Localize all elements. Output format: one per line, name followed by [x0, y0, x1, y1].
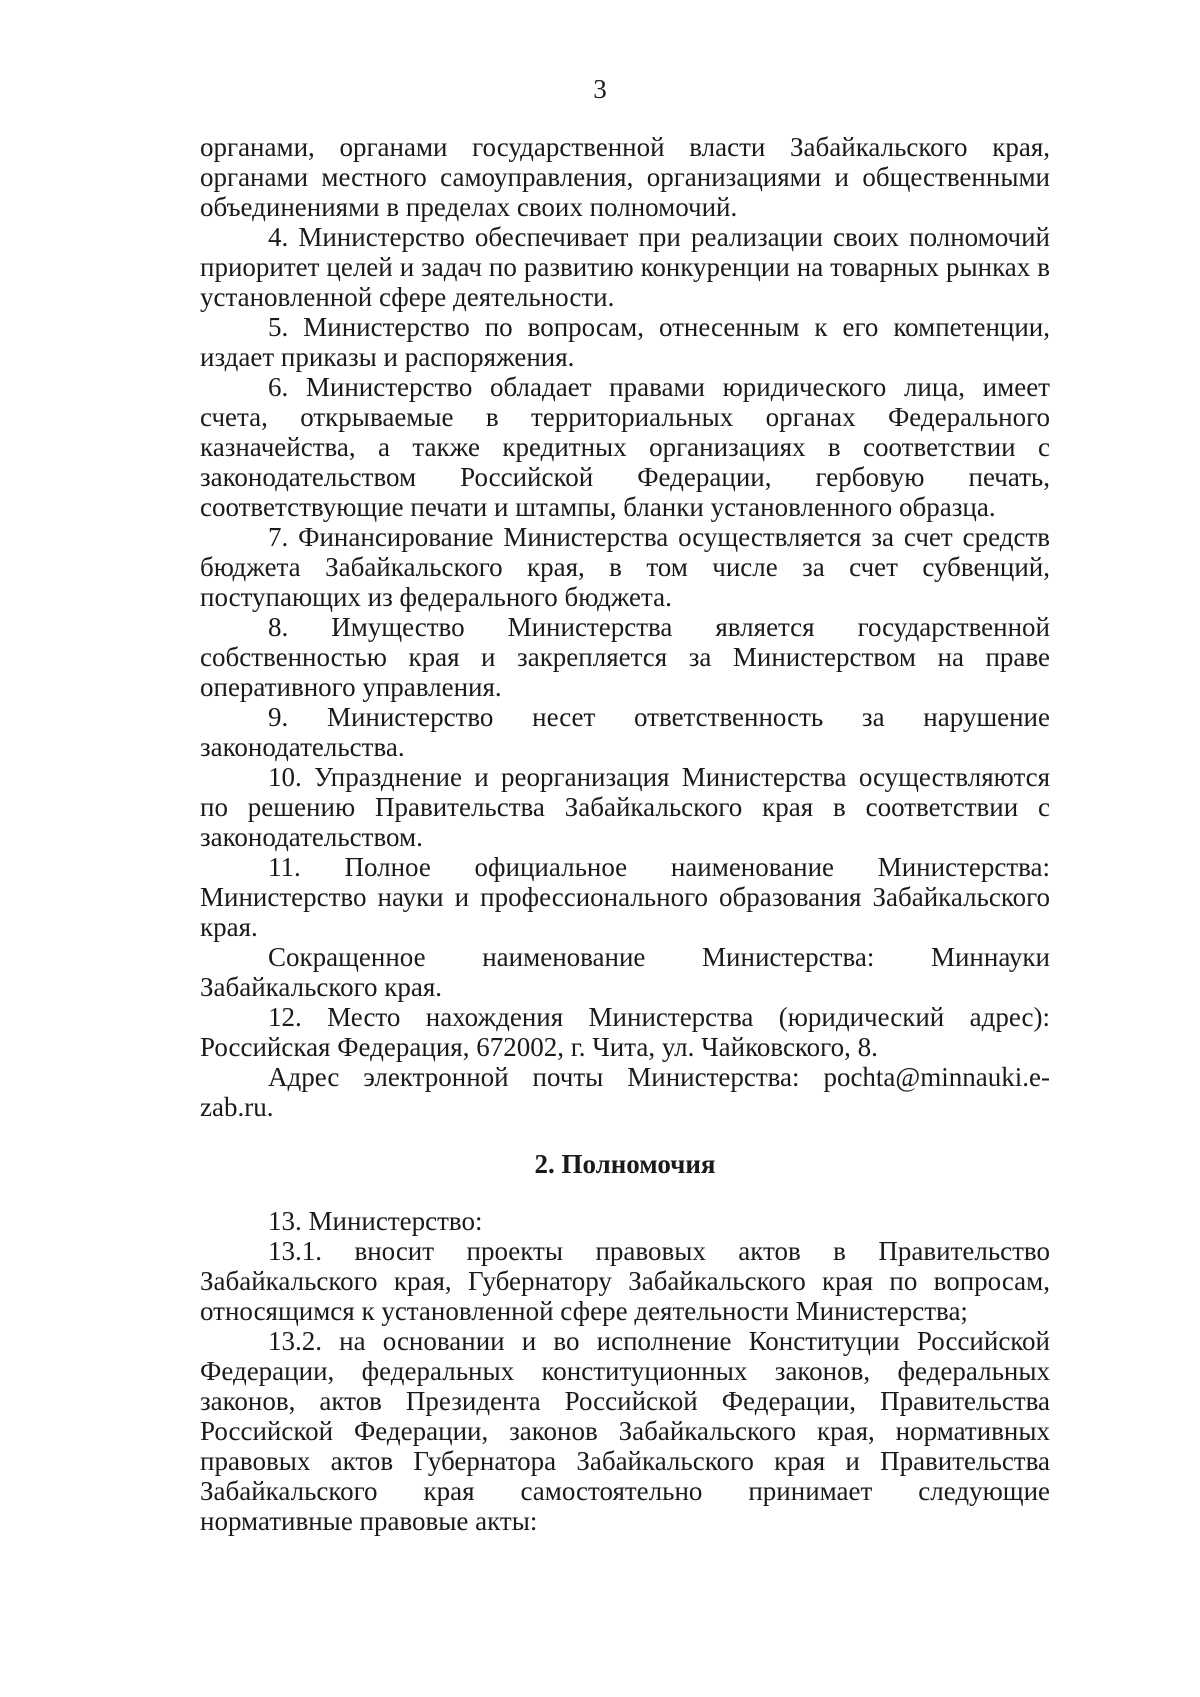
section-title: 2. Полномочия: [534, 1149, 716, 1179]
paragraph-9: 9. Министерство несет ответственность за нарушение законодательства.: [200, 702, 1050, 762]
paragraph-13: 13. Министерство:: [268, 1206, 483, 1236]
paragraph-6: 6. Министерство обладает правами юридического лица, имеет счета, открываемые в территориальных органах Федерального казначейства, а также кредитных организациях в соответствии с законодательством Российской Федерации, гербовую печать, соответствующие печати и штампы, бланки установленного образца.: [200, 372, 1050, 522]
paragraph-13-1: 13.1. вносит проекты правовых актов в Правительство Забайкальского края, Губернатору Забайкальского края по вопросам, относящимся к установленной сфере деятельности Министерства;: [200, 1236, 1050, 1326]
paragraph-continuation: органами, органами государственной власти Забайкальского края, органами местного самоуправления, организациями и общественными объединениями в пределах своих полномочий.: [200, 132, 1050, 222]
paragraph-8: 8. Имущество Министерства является государственной собственностью края и закрепляется за Министерством на праве оперативного управления.: [200, 612, 1050, 702]
paragraph-13-2: 13.2. на основании и во исполнение Конституции Российской Федерации, федеральных конституционных законов, федеральных законов, актов Президента Российской Федерации, Правительства Российской Федерации, законов Забайкальского края, нормативных правовых актов Губернатора Забайкальского края и Правительства Забайкальского края самостоятельно принимает следующие нормативные правовые акты:: [200, 1326, 1050, 1536]
page-number: 3: [593, 74, 607, 104]
paragraph-email: Адрес электронной почты Министерства: pochta@minnauki.e-zab.ru.: [200, 1062, 1050, 1122]
paragraph-12: 12. Место нахождения Министерства (юридический адрес): Российская Федерация, 672002, г. Чита, ул. Чайковского, 8.: [200, 1002, 1050, 1062]
paragraph-4: 4. Министерство обеспечивает при реализации своих полномочий приоритет целей и задач по развитию конкуренции на товарных рынках в установленной сфере деятельности.: [200, 222, 1050, 312]
paragraph-7: 7. Финансирование Министерства осуществляется за счет средств бюджета Забайкальского края, в том числе за счет субвенций, поступающих из федерального бюджета.: [200, 522, 1050, 612]
paragraph-11: 11. Полное официальное наименование Министерства: Министерство науки и профессионального образования Забайкальского края.: [200, 852, 1050, 942]
document-body: [200, 132, 1050, 1536]
paragraph-short-name: Сокращенное наименование Министерства: Миннауки Забайкальского края.: [200, 942, 1050, 1002]
paragraph-10: 10. Упразднение и реорганизация Министерства осуществляются по решению Правительства Забайкальского края в соответствии с законодательством.: [200, 762, 1050, 852]
paragraph-5: 5. Министерство по вопросам, отнесенным к его компетенции, издает приказы и распоряжения.: [200, 312, 1050, 372]
